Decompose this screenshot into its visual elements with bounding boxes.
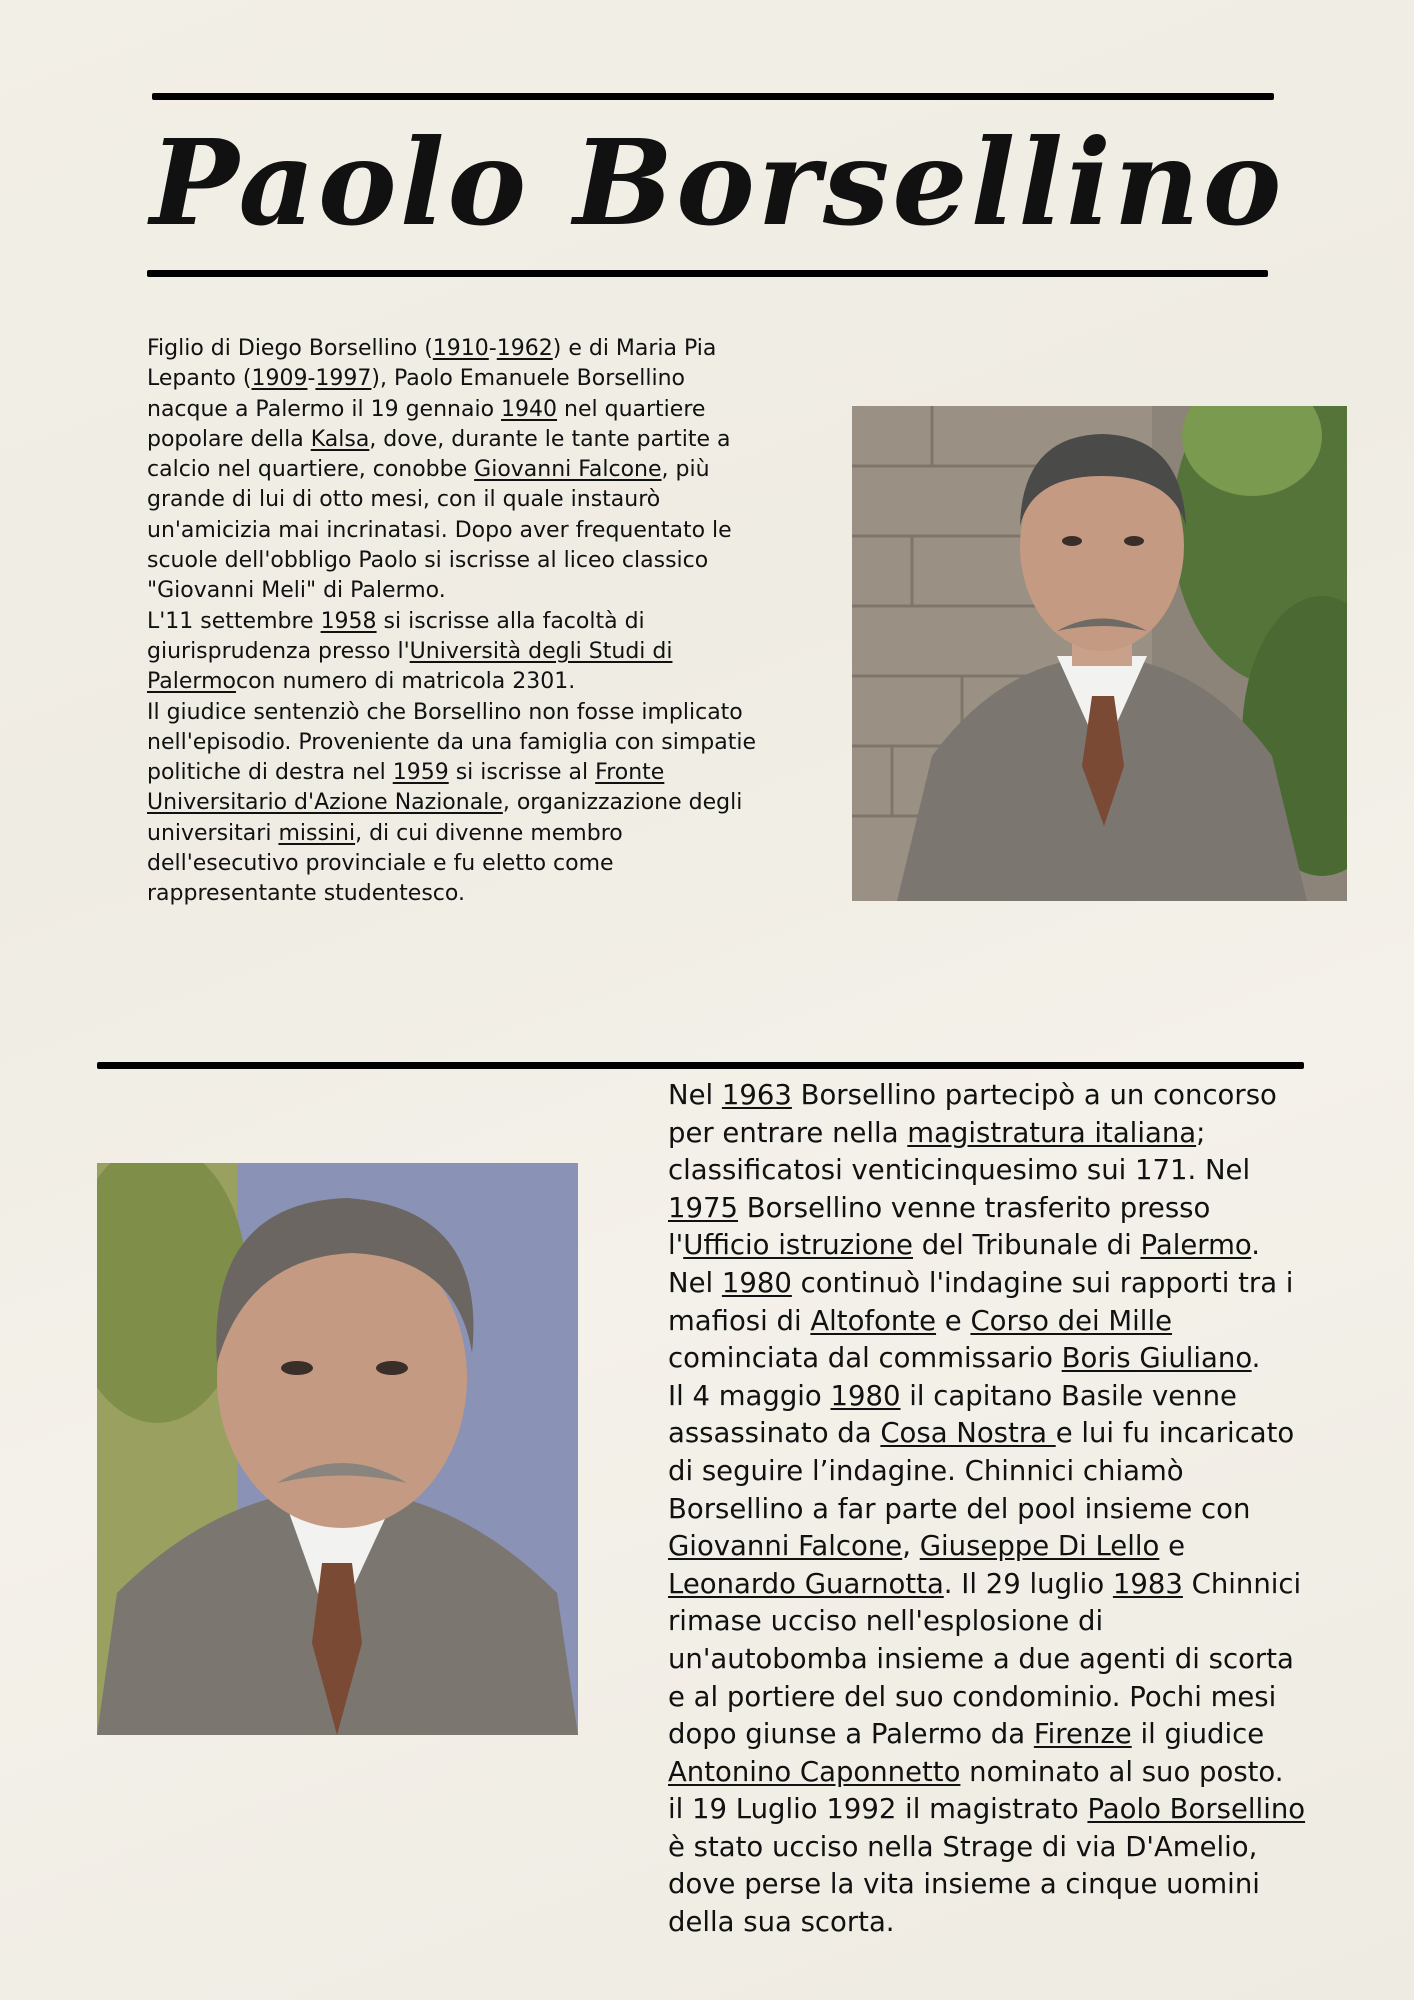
text-run: . Nel — [668, 1229, 1260, 1299]
title-rule-bottom — [147, 270, 1268, 277]
text-run: ; classificatosi venticinquesimo sui 171. Nel — [668, 1116, 1251, 1187]
inline-link[interactable]: Palermo — [1140, 1229, 1252, 1262]
text-run: il capitano Basile venne assassinato da — [668, 1379, 1237, 1450]
text-run: nel quartiere popolare della — [147, 396, 706, 452]
portrait-photo-bottom — [97, 1163, 578, 1735]
inline-link[interactable]: 1958 — [320, 608, 377, 634]
text-run: Nel — [668, 1079, 722, 1111]
inline-link[interactable]: Kalsa — [310, 426, 370, 452]
inline-link[interactable]: Ufficio istruzione — [683, 1229, 913, 1262]
inline-link[interactable]: Giovanni Falcone — [474, 457, 662, 483]
text-run: - — [307, 366, 316, 392]
inline-link[interactable]: Cosa Nostra — [880, 1417, 1056, 1450]
text-run: continuò l'indagine sui rapporti tra i mafiosi di — [668, 1266, 1294, 1337]
text-run: , di cui divenne membro dell'esecutivo provinciale e fu eletto come rappresentante studentesco. — [147, 820, 623, 907]
text-run: si iscrisse al — [448, 760, 596, 786]
inline-link[interactable]: 1910 — [432, 336, 489, 361]
text-run: , dove, durante le tante partite a calcio nel quartiere, conobbe — [147, 426, 731, 483]
inline-link[interactable]: Paolo Borsellino — [1087, 1793, 1306, 1826]
inline-link[interactable]: Giuseppe Di Lello — [919, 1530, 1160, 1563]
text-run: e — [1159, 1530, 1186, 1563]
inline-link[interactable]: 1962 — [496, 336, 553, 361]
inline-link[interactable]: Leonardo Guarnotta — [668, 1567, 944, 1600]
text-run: , organizzazione degli universitari — [147, 790, 743, 846]
text-run: , — [902, 1530, 920, 1563]
section-rule — [97, 1062, 1304, 1069]
inline-link[interactable]: 1980 — [721, 1266, 792, 1299]
text-run: Il 4 maggio — [668, 1379, 831, 1412]
paragraph — [147, 698, 759, 910]
inline-link[interactable]: 1983 — [1112, 1567, 1183, 1600]
inline-link[interactable]: Corso dei Mille — [970, 1304, 1173, 1337]
inline-link[interactable]: Boris Giuliano — [1061, 1342, 1252, 1375]
text-run: nominato al suo posto. — [960, 1755, 1284, 1788]
portrait-photo-top — [852, 406, 1347, 901]
text-run: Chinnici rimase ucciso nell'esplosione di un'autobomba insieme a due agenti di scorta e al portiere del suo condominio. Pochi mesi dopo giunse a Palermo da — [668, 1567, 1302, 1751]
inline-link[interactable]: 1963 — [721, 1079, 792, 1111]
paragraph — [668, 1378, 1308, 1792]
inline-link[interactable]: Altofonte — [810, 1304, 937, 1337]
inline-link[interactable]: Antonino Caponnetto — [668, 1755, 961, 1788]
biography-text-early-life — [147, 334, 759, 910]
paragraph — [147, 334, 759, 607]
title-rule-top — [152, 93, 1274, 100]
inline-link[interactable]: Giovanni Falcone — [668, 1530, 903, 1563]
inline-link[interactable]: Fronte Universitario d'Azione Nazionale — [147, 760, 665, 816]
text-run: il giudice — [1131, 1718, 1265, 1751]
biography-text-career — [668, 1077, 1308, 1942]
text-run: . Il 29 luglio — [943, 1567, 1113, 1600]
text-run: Borsellino partecipò a un concorso per entrare nella — [668, 1079, 1277, 1149]
text-run: e — [936, 1304, 971, 1337]
inline-link[interactable]: 1909 — [251, 366, 308, 392]
text-run: ) e di Maria Pia Lepanto ( — [147, 336, 717, 392]
inline-link[interactable]: magistratura italiana — [907, 1116, 1197, 1149]
inline-link[interactable]: 1959 — [392, 760, 449, 786]
text-run: con numero di matricola 2301. — [235, 669, 576, 695]
paragraph — [147, 607, 759, 698]
inline-link[interactable]: 1975 — [668, 1191, 738, 1224]
text-run: ), Paolo Emanuele Borsellino nacque a Palermo il 19 gennaio — [147, 366, 685, 422]
text-run: , più grande di lui di otto mesi, con il quale instaurò un'amicizia mai incrinatasi. Dopo aver frequentato le scuole dell'obbligo Paolo si iscrisse al liceo classico "Giovanni Meli" di Palermo. — [147, 457, 732, 604]
paragraph — [668, 1791, 1308, 1941]
text-run: L'11 settembre — [147, 608, 321, 634]
paragraph — [668, 1077, 1308, 1378]
page-title: Paolo Borsellino — [150, 113, 1285, 252]
text-run: Il giudice sentenziò che Borsellino non fosse implicato nell'episodio. Proveniente da una famiglia con simpatie politiche di destra nel — [147, 699, 757, 786]
text-run: è stato ucciso nella Strage di via D'Amelio, dove perse la vita insieme a cinque uomini della sua scorta. — [668, 1830, 1260, 1939]
text-run: Figlio di Diego Borsellino ( — [147, 336, 433, 361]
inline-link[interactable]: Università degli Studi di Palermo — [147, 638, 673, 695]
text-run: e lui fu incaricato di seguire l’indagine. Chinnici chiamò Borsellino a far parte del pool insieme con — [668, 1417, 1295, 1525]
text-run: il 19 Luglio 1992 il magistrato — [668, 1793, 1088, 1826]
text-run: cominciata dal commissario — [668, 1342, 1062, 1375]
text-run: Borsellino venne trasferito presso l' — [668, 1191, 1211, 1262]
text-run: - — [488, 336, 497, 361]
inline-link[interactable]: missini — [278, 820, 356, 846]
inline-link[interactable]: 1940 — [501, 396, 558, 422]
inline-link[interactable]: Firenze — [1033, 1718, 1132, 1751]
text-run: del Tribunale di — [912, 1229, 1141, 1262]
inline-link[interactable]: 1997 — [315, 366, 372, 392]
inline-link[interactable]: 1980 — [830, 1379, 901, 1412]
text-run: . — [1251, 1342, 1261, 1375]
text-run: si iscrisse alla facoltà di giurisprudenza presso l' — [147, 608, 645, 664]
